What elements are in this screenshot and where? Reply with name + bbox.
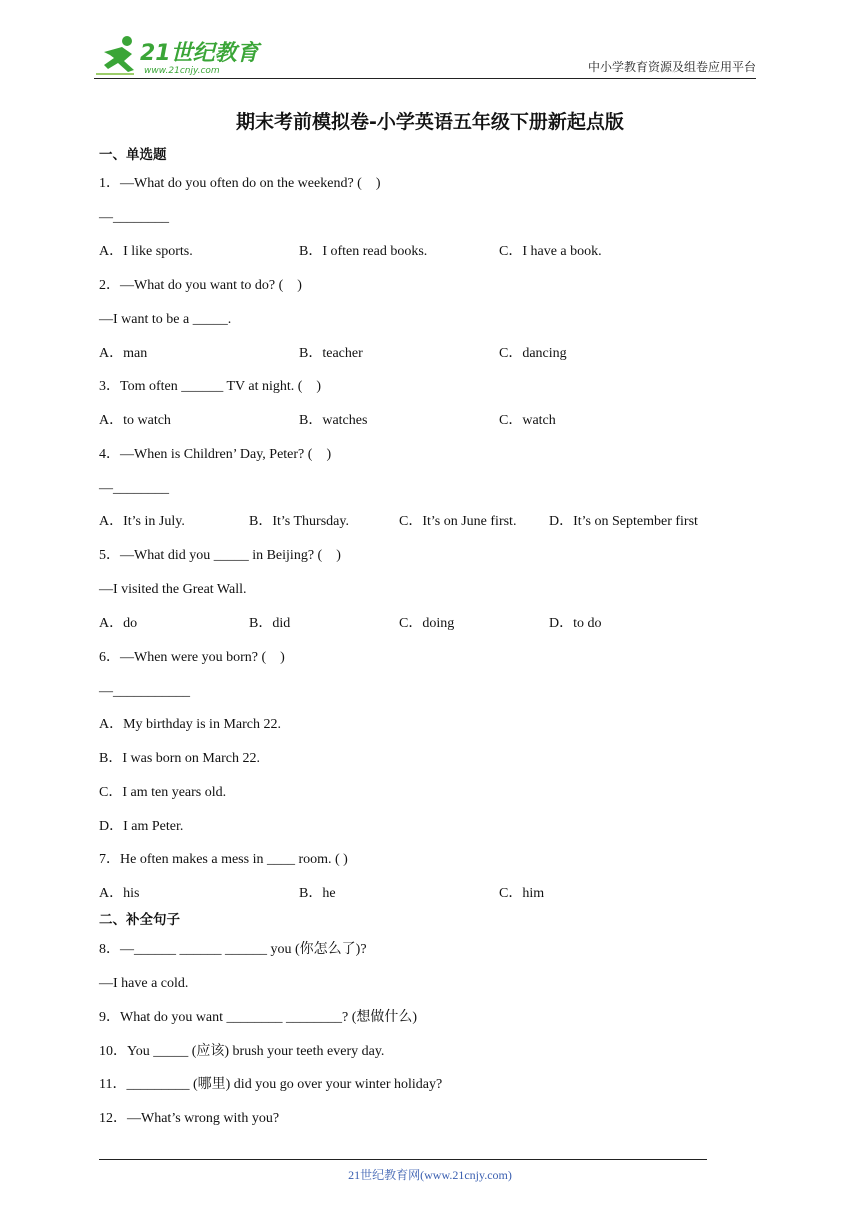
option-a: A．It’s in July. (99, 514, 185, 529)
option-b: B．watches (299, 413, 368, 428)
question-10: 10．You _____ (应该) brush your teeth every day. (99, 1044, 385, 1059)
section-heading: 一、单选题 (99, 147, 167, 163)
question-9: 9．What do you want ________ ________? (想做什么) (99, 1010, 418, 1025)
question-5: 5．—What did you _____ in Beijing? ( ) (99, 548, 341, 563)
runner-icon (96, 36, 134, 74)
footer-text: 21世纪教育网(www.21cnjy.com) (348, 1168, 512, 1182)
question-11: 11．_________ (哪里) did you go over your winter holiday? (99, 1077, 443, 1092)
option-c: C．I have a book. (499, 244, 602, 259)
option-d: D．It’s on September first (549, 514, 698, 529)
option-c: C．watch (499, 413, 556, 428)
page-title: 期末考前模拟卷-小学英语五年级下册新起点版 (236, 111, 624, 133)
logo-text: 21世纪教育 (140, 41, 259, 66)
question-12: 12．—What’s wrong with you? (99, 1111, 280, 1126)
option-a: A．his (99, 886, 140, 901)
answer-line: —___________ (99, 684, 190, 699)
answer-line: —________ (99, 210, 169, 225)
option-d: D．I am Peter. (99, 819, 184, 834)
answer-line: —________ (99, 481, 169, 496)
option-c: C．him (499, 886, 545, 901)
footer-divider (99, 1159, 707, 1160)
question-5-line-b: —I visited the Great Wall. (99, 582, 247, 597)
option-b: B．It’s Thursday. (249, 514, 349, 529)
question-3: 3．Tom often ______ TV at night. ( ) (99, 379, 322, 394)
option-b: B．teacher (299, 346, 363, 361)
option-b: B．he (299, 886, 336, 901)
page-header (94, 34, 756, 79)
option-a: A．do (99, 616, 138, 631)
header-platform-text: 中小学教育资源及组卷应用平台 (587, 60, 756, 74)
question-8-line-b: —I have a cold. (99, 976, 189, 991)
logo-21cnjy (94, 34, 264, 76)
option-c: C．It’s on June first. (399, 514, 517, 529)
section-heading: 二、补全句子 (99, 912, 180, 928)
option-b: B．I often read books. (299, 244, 428, 259)
option-a: A．to watch (99, 413, 171, 428)
logo-url: www.21cnjy.com (144, 66, 220, 76)
option-a: A．man (99, 346, 148, 361)
option-c: C．dancing (499, 346, 567, 361)
question-4: 4．—When is Children’ Day, Peter? ( ) (99, 447, 332, 462)
option-a: A．My birthday is in March 22. (99, 717, 281, 732)
option-b: B．I was born on March 22. (99, 751, 260, 766)
question-8: 8．—______ ______ ______ you (你怎么了)? (99, 942, 367, 957)
question-1: 1．—What do you often do on the weekend? ( ) (99, 176, 381, 191)
option-c: C．I am ten years old. (99, 785, 227, 800)
option-c: C．doing (399, 616, 455, 631)
question-2-line-b: —I want to be a _____. (99, 312, 232, 327)
question-6: 6．—When were you born? ( ) (99, 650, 285, 665)
option-a: A．I like sports. (99, 244, 193, 259)
question-2: 2．—What do you want to do? ( ) (99, 278, 302, 293)
option-b: B．did (249, 616, 291, 631)
question-7: 7．He often makes a mess in ____ room. ( ) (99, 852, 348, 867)
option-d: D．to do (549, 616, 602, 631)
